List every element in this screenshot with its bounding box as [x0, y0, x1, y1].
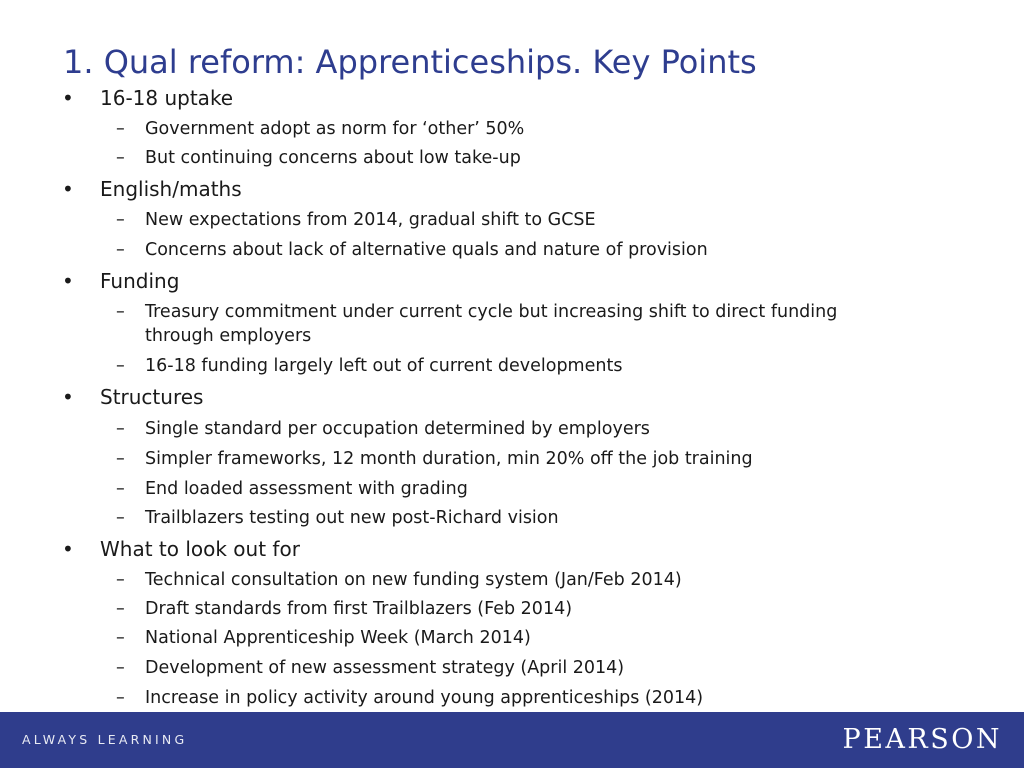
bullet-item: 16-18 uptake — [100, 86, 234, 110]
sub-bullet-marker: – — [116, 479, 125, 499]
sub-bullet-marker: – — [116, 419, 125, 439]
sub-bullet-marker: – — [116, 688, 125, 708]
sub-bullet-item: 16-18 funding largely left out of current developments — [145, 356, 623, 376]
sub-bullet-item: Development of new assessment strategy (April 2014) — [145, 658, 625, 678]
sub-bullet-item: Draft standards from first Trailblazers (Feb 2014) — [145, 599, 573, 619]
bullet-marker: • — [62, 385, 74, 409]
sub-bullet-continuation: through employers — [145, 326, 312, 346]
bullet-item: Funding — [100, 269, 180, 293]
bullet-item: Structures — [100, 385, 204, 409]
sub-bullet-item: Increase in policy activity around young apprenticeships (2014) — [145, 688, 704, 708]
bullet-marker: • — [62, 177, 74, 201]
footer-bar — [0, 712, 1024, 768]
slide-title: 1. Qual reform: Apprenticeships. Key Points — [63, 43, 757, 81]
sub-bullet-marker: – — [116, 210, 125, 230]
pearson-logo: PEARSON — [842, 724, 1002, 755]
sub-bullet-marker: – — [116, 240, 125, 260]
sub-bullet-item: Single standard per occupation determined by employers — [145, 419, 650, 439]
sub-bullet-item: Technical consultation on new funding system (Jan/Feb 2014) — [145, 570, 682, 590]
footer-tagline: ALWAYS LEARNING — [22, 732, 188, 747]
bullet-item: What to look out for — [100, 537, 300, 561]
sub-bullet-item: Concerns about lack of alternative quals and nature of provision — [145, 240, 708, 260]
sub-bullet-item: But continuing concerns about low take-up — [145, 148, 521, 168]
sub-bullet-item: End loaded assessment with grading — [145, 479, 468, 499]
sub-bullet-marker: – — [116, 148, 125, 168]
sub-bullet-marker: – — [116, 449, 125, 469]
sub-bullet-marker: – — [116, 658, 125, 678]
sub-bullet-marker: – — [116, 628, 125, 648]
sub-bullet-item: Government adopt as norm for ‘other’ 50% — [145, 119, 525, 139]
bullet-marker: • — [62, 269, 74, 293]
sub-bullet-marker: – — [116, 570, 125, 590]
bullet-item: English/maths — [100, 177, 242, 201]
sub-bullet-marker: – — [116, 302, 125, 322]
bullet-marker: • — [62, 86, 74, 110]
sub-bullet-item: National Apprenticeship Week (March 2014) — [145, 628, 531, 648]
sub-bullet-marker: – — [116, 356, 125, 376]
bullet-marker: • — [62, 537, 74, 561]
sub-bullet-marker: – — [116, 119, 125, 139]
sub-bullet-item: Simpler frameworks, 12 month duration, min 20% off the job training — [145, 449, 753, 469]
sub-bullet-marker: – — [116, 599, 125, 619]
sub-bullet-marker: – — [116, 508, 125, 528]
sub-bullet-item: New expectations from 2014, gradual shift to GCSE — [145, 210, 596, 230]
sub-bullet-item: Trailblazers testing out new post-Richard vision — [145, 508, 559, 528]
sub-bullet-item: Treasury commitment under current cycle but increasing shift to direct funding — [145, 302, 838, 322]
